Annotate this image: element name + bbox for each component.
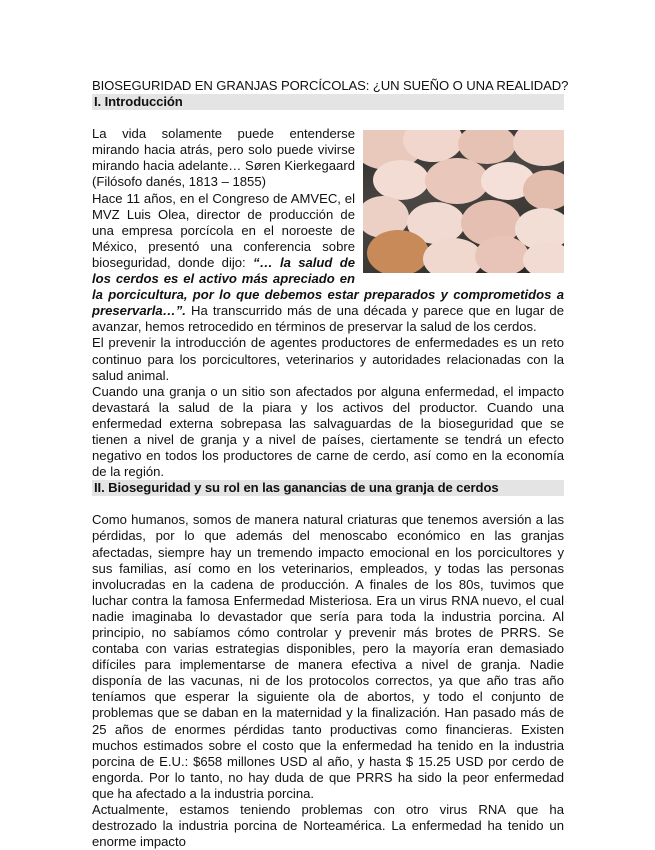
section2-paragraph-2: Actualmente, estamos teniendo problemas con otro virus RNA que ha destrozado la industria porcina de Norteamérica. La enfermedad ha tenido un enorme impacto bbox=[92, 802, 564, 850]
document-page bbox=[92, 78, 569, 850]
section-heading-introduccion: I. Introducción bbox=[92, 94, 564, 110]
pigs-photo bbox=[363, 130, 564, 273]
intro-quote-paragraph: La vida solamente puede entenderse mirando hacia atrás, pero solo puede vivirse mirando hacia adelante… Søren Kierkegaard (Filósofo danés, 1813 – 1855) bbox=[92, 126, 355, 190]
intro-paragraph-2-end: Ha transcurrido más de una década y parece que en lugar de avanzar, hemos retrocedido en términos de preservar la salud de los cerdos. bbox=[92, 303, 564, 335]
intro-paragraph-2-start: Hace 11 años, en el Congreso de AMVEC, el MVZ Luis Olea, director de producción de una empresa porcícola en el noroeste de México, presentó una conferencia sobre bioseguridad, donde dijo: bbox=[92, 190, 355, 270]
section-heading-bioseguridad: II. Bioseguridad y su rol en las ganancias de una granja de cerdos bbox=[92, 480, 564, 496]
olea-quote: “… la salud de los cerdos es el activo más apreciado en la porcicultura, por lo que debemos estar preparados y comprometidos a preservarla…”. bbox=[92, 254, 564, 319]
document-title: BIOSEGURIDAD EN GRANJAS PORCÍCOLAS: ¿UN SUEÑO O UNA REALIDAD? bbox=[92, 78, 569, 93]
intro-paragraph-4: Cuando una granja o un sitio son afectados por alguna enfermedad, el impacto devastará la salud de la piara y los activos del productor. Cuando una enfermedad externa sobrepasa las salvaguardas de la bioseguridad que se tienen a nivel de granja y a nivel de países, ciertamente se tendrá un efecto negativo en todos los productores de carne de cerdo, así como en la economía de la región. bbox=[92, 383, 564, 480]
intro-paragraph-3: El prevenir la introducción de agentes productores de enfermedades es un reto continuo para los porcicultores, veterinarios y autoridades relacionadas con la salud animal. bbox=[92, 335, 564, 383]
section2-paragraph-1: Como humanos, somos de manera natural criaturas que tenemos aversión a las pérdidas, por lo que además del menoscabo económico en las granjas afectadas, siempre hay un tremendo impacto emocional en los porcicultores y sus familias, así como en los veterinarios, empleados, y todas las personas involucradas en la cadena de producción. A finales de los 80s, tuvimos que luchar contra la famosa Enfermedad Misteriosa. Era un virus RNA nuevo, el cual nadie imaginaba lo devastador que sería para toda la industria porcina. Al principio, no sabíamos cómo controlar y prevenir más brotes de PRRS. Se contaba con varias estrategias disponibles, pero la mayoría eran demasiado difíciles para implementarse de manera efectiva a nivel de granja. Nadie disponía de las vacunas, ni de los protocolos correctos, ya que año tras año teníamos que esperar la siguiente ola de abortos, y todo el conjunto de problemas que se daban en la maternidad y la finalización. Han pasado más de 25 años de enormes pérdidas tanto productivas como financieras. Existen muchos estimados sobre el costo que la enfermedad ha tenido en la industria porcina de E.U.: $658 millones USD al año, y hasta $ 15.25 USD por cerdo de engorda. Por lo tanto, no hay duda de que PRRS ha sido la peor enfermedad que ha afectado a la industria porcina. bbox=[92, 512, 564, 801]
